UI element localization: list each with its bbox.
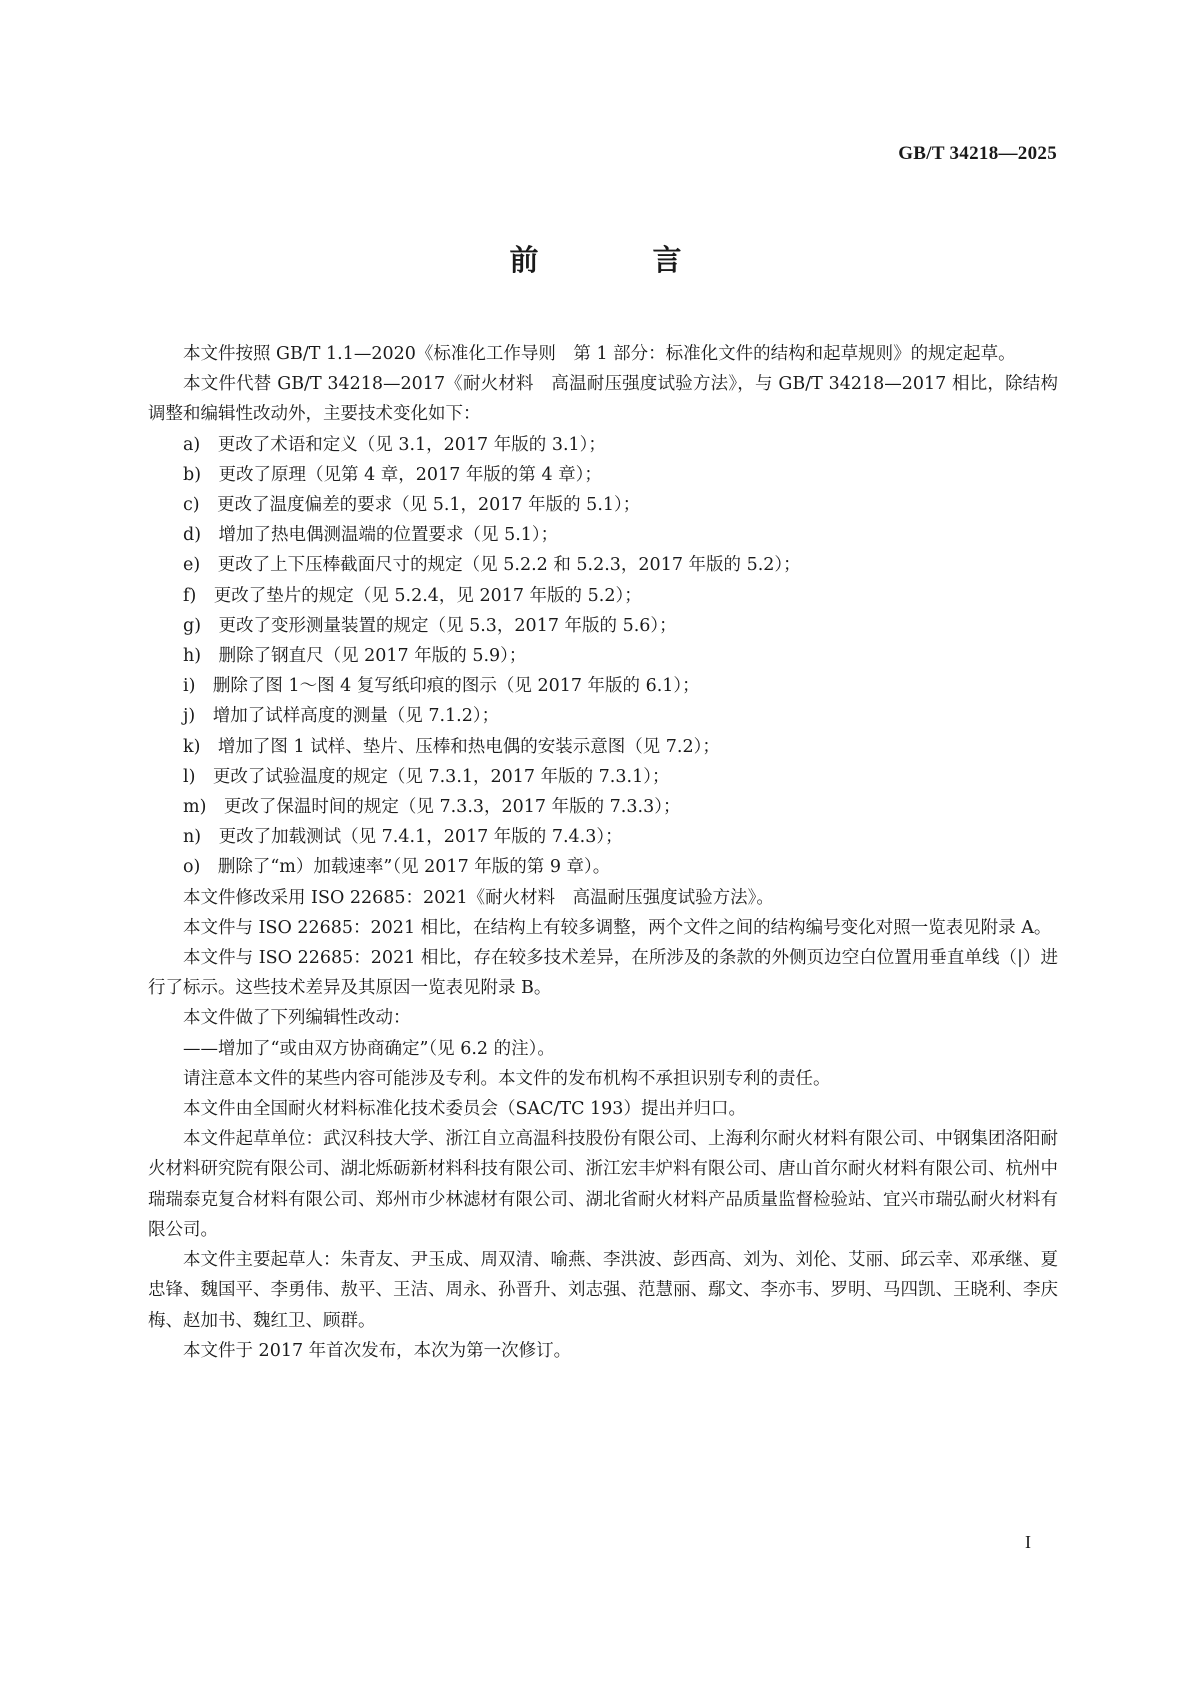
paragraph-patent-notice: 请注意本文件的某些内容可能涉及专利。本文件的发布机构不承担识别专利的责任。 bbox=[183, 1068, 831, 1089]
paragraph-publication-history: 本文件于 2017 年首次发布，本次为第一次修订。 bbox=[183, 1340, 572, 1361]
standard-number: GB/T 34218—2025 bbox=[898, 143, 1057, 164]
paragraph-drafting-organizations: 本文件起草单位：武汉科技大学、浙江自立高温科技股份有限公司、上海利尔耐火材料有限公司、中钢集团洛阳耐火材料研究院有限公司、湖北烁砺新材料科技有限公司、浙江宏丰炉料有限公司、唐山首尔耐火材料有限公司、杭州中瑞瑞泰克复合材料有限公司、郑州市少林滤材有限公司、湖北省耐火材料产品质量监督检验站、宜兴市瑞弘耐火材料有限公司。 bbox=[148, 1129, 1058, 1240]
paragraph-technical-deviations: 本文件与 ISO 22685：2021 相比，存在较多技术差异，在所涉及的条款的外侧页边空白位置用垂直单线（|）进行了标示。这些技术差异及其原因一览表见附录 B。 bbox=[148, 948, 1058, 999]
paragraph-drafting-basis: 本文件按照 GB/T 1.1—2020《标准化工作导则 第 1 部分：标准化文件的结构和起草规则》的规定起草。 bbox=[183, 344, 1016, 364]
paragraph-editorial-changes: 本文件做了下列编辑性改动： bbox=[183, 1008, 411, 1029]
change-item-d: d) 增加了热电偶测温端的位置要求（见 5.1）； bbox=[183, 525, 559, 546]
paragraph-replacement: 本文件代替 GB/T 34218—2017《耐火材料 高温耐压强度试验方法》，与 GB/T 34218—2017 相比，除结构调整和编辑性改动外，主要技术变化如下： bbox=[148, 374, 1058, 425]
paragraph-iso-adoption: 本文件修改采用 ISO 22685：2021《耐火材料 高温耐压强度试验方法》。 bbox=[183, 887, 774, 908]
change-item-i: i) 删除了图 1～图 4 复写纸印痕的图示（见 2017 年版的 6.1）； bbox=[183, 676, 700, 697]
change-item-f: f) 更改了垫片的规定（见 5.2.4，见 2017 年版的 5.2）； bbox=[183, 585, 642, 606]
paragraph-drafters: 本文件主要起草人：朱青友、尹玉成、周双清、喻燕、李洪波、彭西高、刘为、刘伦、艾丽、邱云幸、邓承继、夏忠锋、魏国平、李勇伟、敖平、王洁、周永、孙晋升、刘志强、范慧丽、鄢文、李亦韦、罗明、马四凯、王晓利、李庆梅、赵加书、魏红卫、顾群。 bbox=[148, 1250, 1058, 1331]
change-item-c: c) 更改了温度偏差的要求（见 5.1，2017 年版的 5.1）； bbox=[183, 495, 641, 516]
change-item-b: b) 更改了原理（见第 4 章，2017 年版的第 4 章）； bbox=[183, 464, 602, 485]
editorial-change-item: ——增加了“或由双方协商确定”（见 6.2 的注）。 bbox=[183, 1038, 555, 1059]
paragraph-committee: 本文件由全国耐火材料标准化技术委员会（SAC/TC 193）提出并归口。 bbox=[183, 1099, 746, 1120]
change-item-n: n) 更改了加载测试（见 7.4.1，2017 年版的 7.4.3）； bbox=[183, 827, 623, 848]
paragraph-structure-changes: 本文件与 ISO 22685：2021 相比，在结构上有较多调整，两个文件之间的结构编号变化对照一览表见附录 A。 bbox=[183, 917, 1052, 938]
change-item-m: m) 更改了保温时间的规定（见 7.3.3，2017 年版的 7.3.3）； bbox=[183, 797, 681, 818]
change-item-a: a) 更改了术语和定义（见 3.1，2017 年版的 3.1）； bbox=[183, 434, 606, 455]
page-number: I bbox=[1025, 1532, 1031, 1552]
change-item-h: h) 删除了钢直尺（见 2017 年版的 5.9）； bbox=[183, 646, 527, 667]
change-item-g: g) 更改了变形测量装置的规定（见 5.3，2017 年版的 5.6）； bbox=[183, 615, 677, 636]
foreword-body bbox=[148, 339, 1058, 1366]
change-item-o: o) 删除了“m）加载速率”（见 2017 年版的第 9 章）。 bbox=[183, 857, 611, 878]
change-item-k: k) 增加了图 1 试样、垫片、压棒和热电偶的安装示意图（见 7.2）； bbox=[183, 736, 720, 757]
change-item-l: l) 更改了试验温度的规定（见 7.3.1，2017 年版的 7.3.1）； bbox=[183, 766, 670, 787]
change-item-e: e) 更改了上下压棒截面尺寸的规定（见 5.2.2 和 5.2.3，2017 年版的 5.2）； bbox=[183, 555, 801, 576]
change-item-j: j) 增加了试样高度的测量（见 7.1.2）； bbox=[183, 706, 500, 727]
page-title: 前 言 bbox=[509, 243, 734, 277]
